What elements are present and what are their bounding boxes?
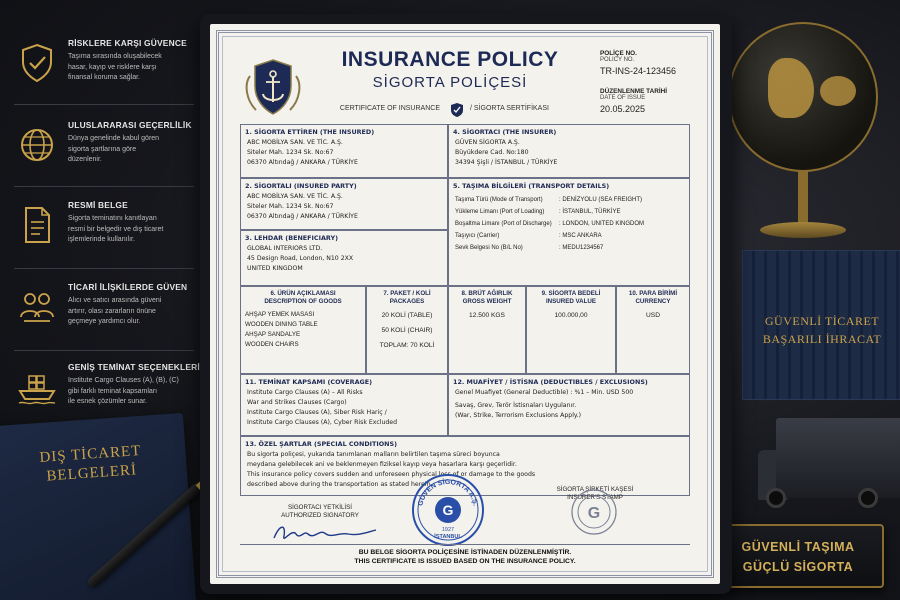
feature-desc-line: resmi bir belgedir ve dış ticaret bbox=[68, 225, 164, 233]
section-line: Siteler Mah. 1234 Sk. No:67 bbox=[247, 203, 334, 210]
globe-land bbox=[820, 76, 856, 106]
feature-desc-line: Taşıma sırasında oluşabilecek bbox=[68, 53, 162, 60]
feature-title: TİCARİ İLİŞKİLERDE GÜVEN bbox=[68, 282, 188, 292]
section-line: meydana gelebilecek ani ve beklenmeyen fiziksel kayıp veya hasarlara karşı geçerlidir. bbox=[247, 461, 517, 468]
issue-date bbox=[600, 88, 667, 114]
feature-desc-line: Dünya genelinde kabul gören bbox=[68, 135, 160, 142]
currency bbox=[616, 286, 690, 374]
column-header bbox=[617, 287, 689, 306]
certificate-caption-tr: / SİGORTA SERTİFİKASI bbox=[470, 105, 549, 112]
column-header-line: 6. ÜRÜN AÇIKLAMASI bbox=[270, 290, 336, 297]
insurer-seal bbox=[410, 472, 486, 548]
divider bbox=[14, 350, 194, 351]
package-line: 50 KOLİ (CHAIR) bbox=[381, 327, 433, 334]
section-line: Savaş, Grev, Terör İstisnaları Uygulanır. bbox=[455, 402, 577, 409]
shield-check-icon bbox=[14, 40, 60, 86]
truck-icon bbox=[776, 418, 900, 498]
feature-desc-line: işlemlerinde kullanılır. bbox=[68, 236, 135, 243]
section-header: 12. MUAFİYET / İSTİSNA (DEDUCTIBLES / EXCLUSIONS) bbox=[453, 378, 648, 386]
feature-title: RİSKLERE KARŞI GÜVENCE bbox=[68, 38, 187, 48]
issue-date-label: DÜZENLENME TARİHİ bbox=[600, 88, 667, 95]
section-insurer bbox=[448, 124, 690, 178]
section-beneficiary bbox=[240, 230, 448, 286]
section-line: ABC MOBİLYA SAN. VE TİC. A.Ş. bbox=[247, 139, 343, 146]
column-header bbox=[527, 287, 615, 306]
policy-number bbox=[600, 50, 676, 76]
transport-value: : MSC ANKARA bbox=[559, 233, 602, 239]
policy-subtitle: SİGORTA POLİÇESİ bbox=[372, 74, 528, 91]
feature-desc bbox=[68, 134, 210, 166]
section-header: 3. LEHDAR (BENEFICIARY) bbox=[245, 234, 339, 242]
gross-weight-value: 12.500 KGS bbox=[469, 312, 505, 319]
column-header-line: CURRENCY bbox=[635, 298, 671, 305]
feature-desc-line: hasar, kayıp ve risklere karşı bbox=[68, 63, 157, 71]
signature bbox=[270, 520, 380, 546]
signatory-label-en: AUTHORIZED SIGNATORY bbox=[281, 512, 359, 519]
column-header-line: 8. BRÜT AĞIRLIK bbox=[461, 290, 513, 297]
shield-icon bbox=[450, 102, 464, 118]
section-line: 06370 Altındağ / ANKARA / TÜRKİYE bbox=[247, 213, 358, 220]
transport-value: : LONDON, UNITED KINGDOM bbox=[559, 221, 645, 227]
insured-value bbox=[526, 286, 616, 374]
column-header-line: GROSS WEIGHT bbox=[462, 298, 512, 305]
goods-packages bbox=[366, 286, 448, 374]
section-line: Institute Cargo Clauses (A) – All Risks bbox=[247, 389, 363, 396]
goods-line: WOODEN CHAIRS bbox=[245, 341, 299, 348]
section-header: 1. SİGORTA ETTİREN (THE INSURED) bbox=[245, 128, 375, 136]
section-line: Siteler Mah. 1234 Sk. No:67 bbox=[247, 149, 334, 156]
anchor-shield-emblem-icon bbox=[242, 54, 304, 124]
section-line: UNITED KINGDOM bbox=[247, 265, 303, 272]
section-line: Genel Muafiyet (General Deductible) : %1 – Min. USD 500 bbox=[455, 389, 634, 396]
column-header-line: PACKAGES bbox=[389, 298, 425, 305]
column-header bbox=[449, 287, 525, 306]
section-transport bbox=[448, 178, 690, 286]
transport-key: Boşaltma Limanı (Port of Discharge) bbox=[455, 221, 552, 227]
footer-rule bbox=[240, 544, 690, 545]
company-stamp-icon bbox=[568, 486, 620, 538]
column-header bbox=[367, 287, 447, 306]
container-slogan-line: GÜVENLİ TİCARET bbox=[764, 314, 880, 328]
certificate-caption-en: CERTIFICATE OF INSURANCE bbox=[339, 105, 440, 112]
transport-value: : MEDU1234567 bbox=[559, 245, 604, 251]
insured-value-amount: 100.000,00 bbox=[554, 312, 588, 319]
divider bbox=[14, 104, 194, 105]
document-icon bbox=[14, 202, 60, 248]
footer-line-en: THIS CERTIFICATE IS ISSUED BASED ON THE INSURANCE POLICY. bbox=[354, 558, 576, 565]
globe-base bbox=[760, 222, 846, 238]
section-line: Büyükdere Cad. No:180 bbox=[455, 149, 529, 156]
footer-line-tr: BU BELGE SİGORTA POLİÇESİNE İSTİNADEN DÜZENLENMİŞTİR. bbox=[358, 549, 572, 556]
goods-description bbox=[240, 286, 366, 374]
plaque-line: GÜÇLÜ SİGORTA bbox=[742, 560, 854, 574]
section-deductibles bbox=[448, 374, 690, 436]
certificate-footer bbox=[240, 548, 690, 566]
divider bbox=[14, 186, 194, 187]
truck-wheel bbox=[766, 488, 786, 508]
policy-number-label-en: POLICY NO. bbox=[600, 57, 635, 63]
cargo-ship-icon bbox=[14, 364, 60, 410]
feature-desc-line: geçmeye yardımcı olur. bbox=[68, 318, 141, 325]
section-line: War and Strikes Clauses (Cargo) bbox=[247, 399, 347, 406]
gross-weight bbox=[448, 286, 526, 374]
signatory-label-tr: SİGORTACI YETKİLİSİ bbox=[288, 504, 352, 511]
section-header: 5. TAŞIMA BİLGİLERİ (TRANSPORT DETAILS) bbox=[453, 182, 610, 190]
policy-number-label: POLİÇE NO. bbox=[600, 50, 637, 57]
feature-desc bbox=[68, 296, 210, 328]
feature-desc bbox=[68, 376, 210, 408]
section-line: GÜVEN SİGORTA A.Ş. bbox=[455, 139, 520, 146]
seal-letter: G bbox=[442, 502, 454, 518]
column-header-line: INSURED VALUE bbox=[545, 298, 597, 305]
transport-key: Sevk Belgesi No (B/L No) bbox=[455, 245, 523, 251]
stamp-letter: G bbox=[587, 505, 601, 522]
feature-desc-line: ile esnek çözümler sunar. bbox=[68, 398, 147, 405]
seal-city: İSTANBUL bbox=[434, 534, 462, 540]
section-line: 06370 Altındağ / ANKARA / TÜRKİYE bbox=[247, 159, 358, 166]
section-insured bbox=[240, 124, 448, 178]
package-total: TOPLAM: 70 KOLİ bbox=[379, 342, 435, 349]
container-slogan-line: BAŞARILI İHRACAT bbox=[762, 332, 882, 346]
feature-desc-line: finansal koruma sağlar. bbox=[68, 74, 140, 81]
feature-title: ULUSLARARASI GEÇERLİLİK bbox=[68, 120, 192, 130]
section-header: 4. SİGORTACI (THE INSURER) bbox=[453, 128, 557, 136]
policy-number-value: TR-INS-24-123456 bbox=[600, 66, 677, 76]
feature-title: RESMİ BELGE bbox=[68, 200, 128, 210]
transport-value: : DENİZYOLU (SEA FREIGHT) bbox=[559, 197, 643, 203]
section-line: ABC MOBİLYA SAN. VE TİC. A.Ş. bbox=[247, 193, 343, 200]
feature-panel bbox=[0, 0, 200, 420]
container-slogan bbox=[752, 312, 892, 348]
feature-desc-line: gibi farklı teminat kapsamları bbox=[68, 387, 158, 395]
column-header bbox=[241, 287, 365, 306]
column-header-line: 7. PAKET / KOLİ bbox=[383, 290, 431, 297]
section-line: 45 Design Road, London, N10 2XX bbox=[247, 255, 354, 262]
section-line: 34394 Şişli / İSTANBUL / TÜRKİYE bbox=[455, 159, 558, 166]
stamp-label-en: INSURER'S STAMP bbox=[567, 494, 623, 501]
column-header-line: 10. PARA BİRİMİ bbox=[628, 290, 678, 297]
section-header: 2. SİGORTALI (INSURED PARTY) bbox=[245, 182, 357, 190]
globe-icon bbox=[728, 22, 878, 172]
transport-key: Yükleme Limanı (Port of Loading) bbox=[455, 209, 545, 215]
feature-title: GENİŞ TEMİNAT SEÇENEKLERİ bbox=[68, 362, 200, 372]
section-line: described above during the transportation as stated herein. bbox=[247, 481, 433, 488]
column-header-line: 9. SİGORTA BEDELİ bbox=[541, 290, 601, 297]
section-line: Institute Cargo Clauses (A), Cyber Risk Excluded bbox=[247, 419, 398, 426]
section-line: This insurance policy covers sudden and unforeseen physical loss of or damage to the goods bbox=[247, 471, 536, 478]
seal-top-text: GÜVEN SİGORTA A.Ş. bbox=[417, 478, 479, 507]
section-header: 11. TEMİNAT KAPSAMI (COVERAGE) bbox=[245, 378, 373, 386]
feature-desc bbox=[68, 52, 210, 84]
column-header-line: DESCRIPTION OF GOODS bbox=[264, 298, 342, 305]
section-line: Bu sigorta poliçesi, yukarıda tanımlanan malların belirtilen taşıma süreci boyunca bbox=[247, 451, 500, 458]
divider bbox=[14, 268, 194, 269]
book-title bbox=[15, 440, 167, 488]
issue-date-label-en: DATE OF ISSUE bbox=[600, 95, 646, 101]
signatory-label bbox=[250, 504, 390, 520]
section-insured-party bbox=[240, 178, 448, 230]
plaque-line: GÜVENLİ TAŞIMA bbox=[741, 540, 855, 554]
section-header: 13. ÖZEL ŞARTLAR (SPECIAL CONDITIONS) bbox=[245, 440, 398, 448]
feature-desc-line: düzenlenir. bbox=[68, 156, 102, 163]
feature-desc-line: sigorta şartlarına göre bbox=[68, 145, 137, 153]
people-icon bbox=[14, 284, 60, 330]
seal-year: 1927 bbox=[441, 527, 455, 533]
goods-line: AHŞAP SANDALYE bbox=[245, 331, 301, 338]
package-line: 20 KOLİ (TABLE) bbox=[381, 312, 433, 319]
stamp-label-tr: SİGORTA ŞİRKETİ KAŞESİ bbox=[556, 486, 634, 493]
feature-desc-line: Institute Cargo Clauses (A), (B), (C) bbox=[68, 377, 179, 384]
section-line: (War, Strike, Terrorism Exclusions Apply.) bbox=[455, 412, 582, 419]
policy-title: INSURANCE POLICY bbox=[341, 48, 559, 71]
insurance-certificate bbox=[210, 24, 720, 584]
certificate-caption bbox=[320, 102, 600, 116]
book-title-line: DIŞ TİCARET bbox=[39, 442, 142, 466]
globe-icon bbox=[14, 122, 60, 168]
feature-desc-line: artırır, olası zararların önüne bbox=[68, 307, 156, 315]
goods-line: AHŞAP YEMEK MASASI bbox=[245, 311, 315, 318]
currency-value: USD bbox=[646, 312, 660, 319]
section-line: GLOBAL INTERIORS LTD. bbox=[247, 245, 323, 252]
issue-date-value: 20.05.2025 bbox=[600, 104, 646, 114]
transport-value: : İSTANBUL, TÜRKİYE bbox=[559, 209, 621, 215]
section-line: Institute Cargo Clauses (A), Siber Risk Hariç / bbox=[247, 409, 387, 416]
feature-desc-line: Alıcı ve satıcı arasında güveni bbox=[68, 297, 162, 304]
book-title-line: BELGELERİ bbox=[45, 462, 138, 485]
feature-desc-line: Sigorta teminatını kanıtlayan bbox=[68, 215, 157, 222]
feature-desc bbox=[68, 214, 210, 246]
globe-stand bbox=[798, 170, 808, 226]
transport-key: Taşıyıcı (Carrier) bbox=[455, 233, 500, 239]
goods-line: WOODEN DINING TABLE bbox=[245, 321, 318, 328]
transport-key: Taşıma Türü (Mode of Transport) bbox=[455, 197, 543, 203]
truck-wheel bbox=[858, 488, 878, 508]
section-coverage bbox=[240, 374, 448, 436]
globe-land bbox=[768, 58, 814, 118]
